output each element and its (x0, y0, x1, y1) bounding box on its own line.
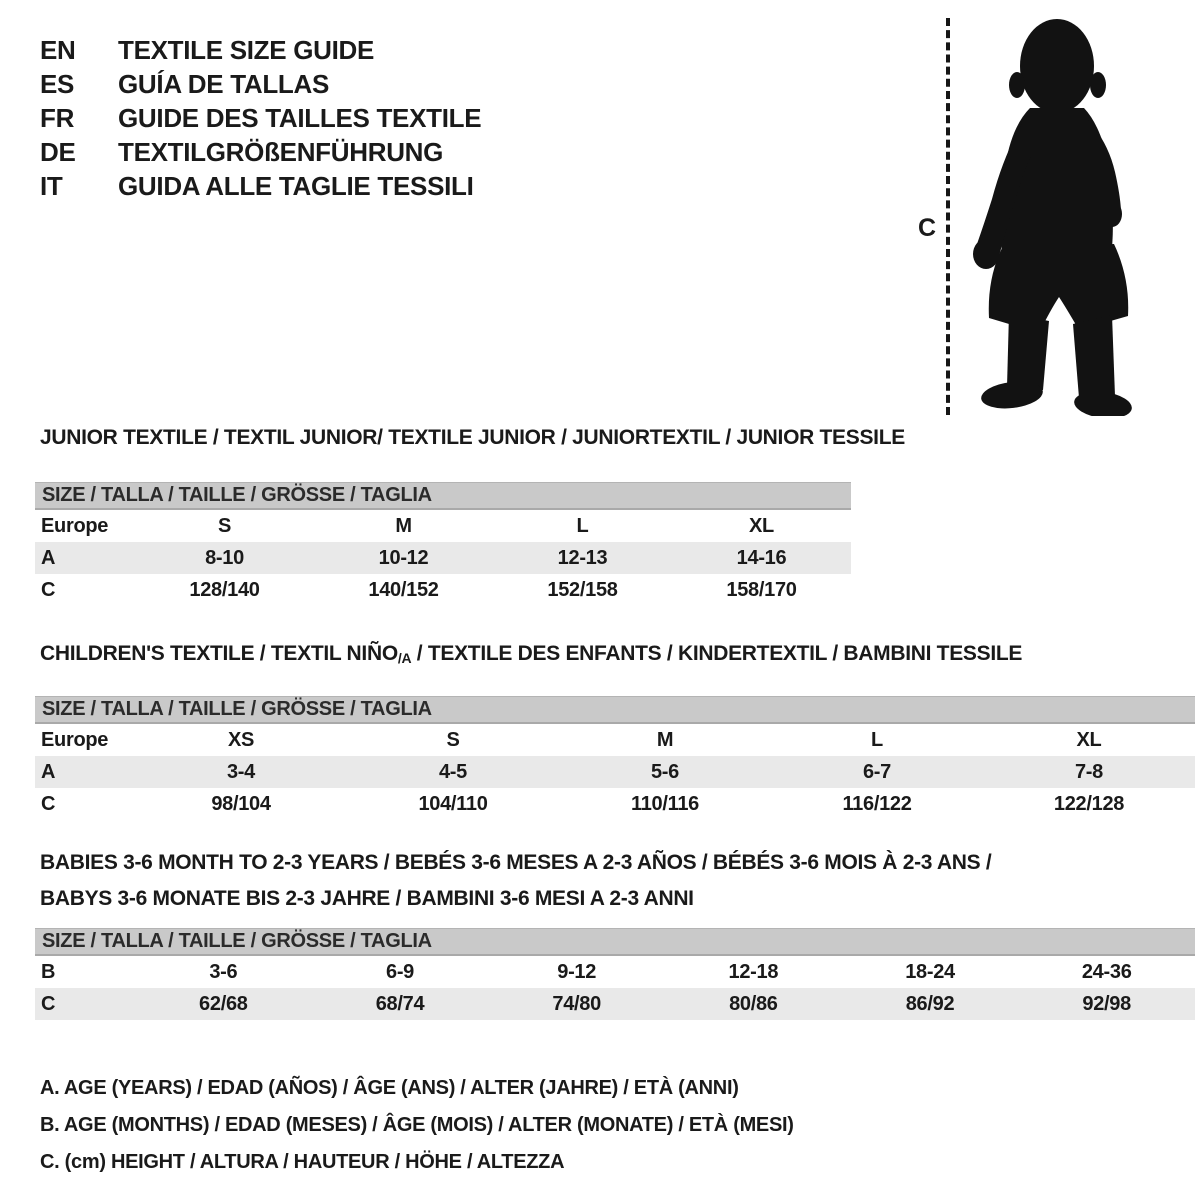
language-row-it (40, 169, 481, 203)
size-column-header: L (871, 728, 883, 751)
guide-title-fr: GUIDE DES TAILLES TEXTILE (118, 103, 482, 133)
language-code: ES (40, 69, 75, 99)
size-value-cell: 8-10 (205, 546, 244, 569)
size-value-cell: 7-8 (1074, 760, 1103, 783)
section-title-babies-line2: BABYS 3-6 MONATE BIS 2-3 JAHRE / BAMBINI 3-6 MESI A 2-3 ANNI (40, 887, 694, 910)
measure-row-C (35, 788, 1195, 820)
size-value-cell: 6-9 (386, 960, 415, 983)
row-label: C (41, 992, 56, 1015)
measure-row-B (35, 956, 1195, 988)
measure-row-C (35, 574, 851, 606)
section-babies-textile (35, 845, 1195, 1020)
row-label: C (41, 792, 56, 815)
measure-row-A (35, 756, 1195, 788)
children-size-table (35, 696, 1195, 820)
title-text: / TEXTILE DES ENFANTS / KINDERTEXTIL / BAMBINI TESSILE (411, 642, 1023, 665)
section-junior-textile (35, 426, 905, 606)
language-row-fr (40, 101, 481, 135)
height-measure-label: C (918, 214, 936, 242)
title-sub-text: /A (397, 650, 412, 666)
section-title-babies-line1: BABIES 3-6 MONTH TO 2-3 YEARS / BEBÉS 3-6 MESES A 2-3 AÑOS / BÉBÉS 3-6 MOIS À 2-3 ANS / (40, 851, 992, 874)
size-value-cell: 12-13 (557, 546, 608, 569)
size-column-header: S (446, 728, 460, 751)
size-column-header: M (395, 514, 412, 537)
measure-row-A (35, 542, 851, 574)
size-value-cell: 158/170 (726, 578, 797, 601)
language-row-de (40, 135, 481, 169)
size-value-cell: 62/68 (199, 992, 248, 1015)
size-value-cell: 3-6 (209, 960, 238, 983)
section-title-children (40, 642, 1195, 670)
section-children-textile (35, 642, 1195, 820)
junior-size-table (35, 482, 851, 606)
language-code: DE (40, 137, 76, 167)
region-label: Europe (41, 728, 109, 751)
row-label: C (41, 578, 56, 601)
size-column-header: S (217, 514, 232, 537)
footnote-age-months: B. AGE (MONTHS) / EDAD (MESES) / ÂGE (MOIS) / ALTER (MONATE) / ETÀ (MESI) (40, 1114, 794, 1136)
junior-table-body (35, 510, 851, 606)
size-value-cell: 3-4 (226, 760, 255, 783)
size-value-cell: 12-18 (728, 960, 779, 983)
region-label: Europe (41, 514, 109, 537)
baby-silhouette-icon (962, 16, 1152, 416)
guide-title-en: TEXTILE SIZE GUIDE (118, 35, 375, 65)
babies-size-table (35, 928, 1195, 1020)
language-code: EN (40, 35, 76, 65)
size-value-cell: 86/92 (905, 992, 955, 1015)
size-value-cell: 116/122 (842, 792, 912, 815)
title-text: CHILDREN'S TEXTILE / TEXTIL NIÑO (40, 642, 398, 665)
size-value-cell: 104/110 (418, 792, 488, 815)
babies-table-body (35, 956, 1195, 1020)
guide-title-it: GUIDA ALLE TAGLIE TESSILI (118, 171, 474, 201)
size-value-cell: 14-16 (736, 546, 787, 569)
size-column-header: L (576, 514, 589, 537)
size-header-bar: SIZE / TALLA / TAILLE / GRÖSSE / TAGLIA (35, 696, 1195, 724)
size-value-cell: 140/152 (368, 578, 439, 601)
size-value-cell: 122/128 (1053, 792, 1125, 815)
row-label: B (41, 960, 56, 983)
size-value-cell: 110/116 (631, 792, 699, 815)
size-value-cell: 6-7 (862, 760, 891, 783)
size-value-cell: 152/158 (547, 578, 618, 601)
size-value-cell: 98/104 (211, 792, 271, 815)
size-value-cell: 18-24 (905, 960, 955, 983)
section-title-junior: JUNIOR TEXTILE / TEXTIL JUNIOR/ TEXTILE JUNIOR / JUNIORTEXTIL / JUNIOR TESSILE (40, 426, 905, 449)
size-header-bar: SIZE / TALLA / TAILLE / GRÖSSE / TAGLIA (35, 928, 1195, 956)
size-value-cell: 10-12 (378, 546, 429, 569)
size-value-cell: 24-36 (1081, 960, 1132, 983)
height-measure-line (946, 18, 950, 415)
children-table-body (35, 724, 1195, 820)
size-value-cell: 74/80 (552, 992, 601, 1015)
size-column-header: XL (1076, 728, 1102, 751)
footnote-age-years: A. AGE (YEARS) / EDAD (AÑOS) / ÂGE (ANS) / ALTER (JAHRE) / ETÀ (ANNI) (40, 1077, 739, 1099)
size-value-cell: 128/140 (189, 578, 260, 601)
size-header-bar: SIZE / TALLA / TAILLE / GRÖSSE / TAGLIA (35, 482, 851, 510)
language-row-es (40, 67, 481, 101)
guide-title-es: GUÍA DE TALLAS (118, 69, 330, 99)
table-header-row (35, 510, 851, 542)
language-code: FR (40, 103, 75, 133)
guide-title-de: TEXTILGRÖßENFÜHRUNG (118, 137, 444, 167)
table-header-row (35, 724, 1195, 756)
size-value-cell: 80/86 (729, 992, 778, 1015)
size-value-cell: 4-5 (438, 760, 467, 783)
language-code: IT (40, 171, 63, 201)
footnotes (40, 1070, 794, 1181)
row-label: A (41, 546, 56, 569)
size-value-cell: 68/74 (375, 992, 425, 1015)
footnote-height-cm: C. (cm) HEIGHT / ALTURA / HAUTEUR / HÖHE / ALTEZZA (40, 1151, 565, 1173)
language-list (40, 33, 481, 203)
size-value-cell: 9-12 (557, 960, 597, 983)
size-value-cell: 92/98 (1082, 992, 1131, 1015)
measure-row-C (35, 988, 1195, 1020)
size-column-header: XL (749, 514, 774, 537)
row-label: A (41, 760, 56, 783)
language-row-en (40, 33, 481, 67)
size-column-header: XS (227, 728, 255, 751)
size-value-cell: 5-6 (650, 760, 679, 783)
size-column-header: M (656, 728, 674, 751)
